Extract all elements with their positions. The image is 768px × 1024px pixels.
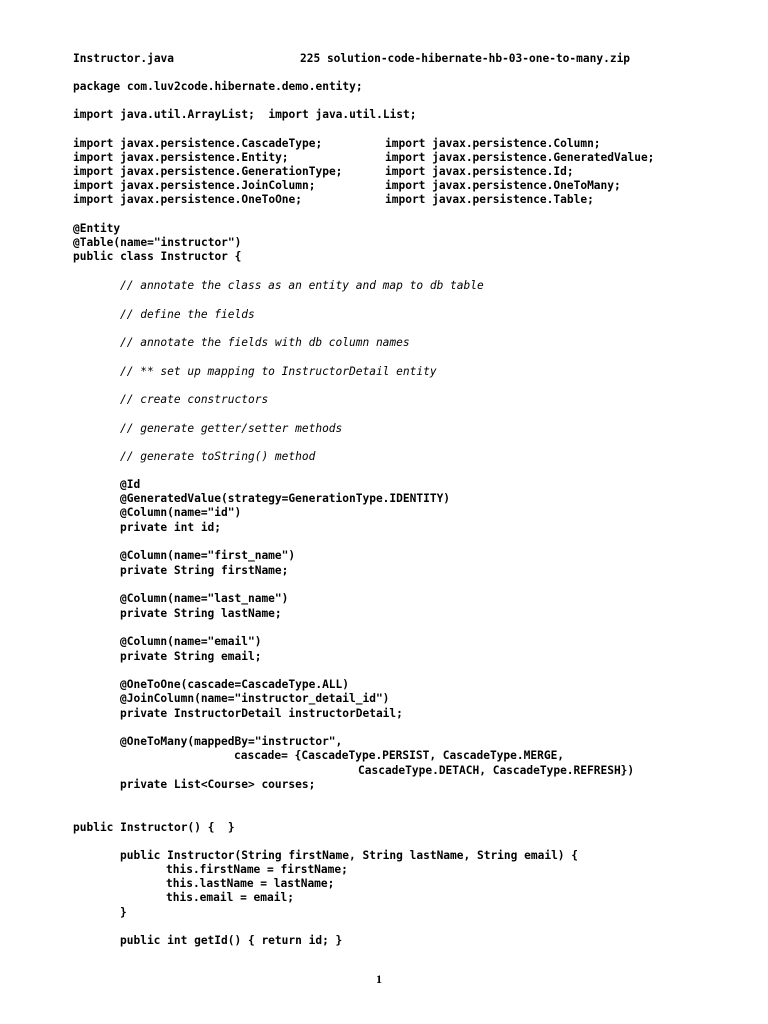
code-comment: // generate getter/setter methods: [120, 422, 343, 435]
code-line: @Id: [120, 478, 141, 491]
code-line: private String email;: [120, 650, 262, 663]
import-line: import javax.persistence.CascadeType; import javax.persistence.Column;: [73, 137, 601, 150]
code-comment: // annotate the class as an entity and map to db table: [120, 279, 484, 292]
code-line: @JoinColumn(name="instructor_detail_id"): [120, 692, 390, 705]
code-line: @Column(name="email"): [120, 635, 262, 648]
code-line: private String lastName;: [120, 607, 282, 620]
package-line: package com.luv2code.hibernate.demo.entity;: [73, 80, 363, 93]
code-line: }: [120, 906, 127, 919]
code-line: CascadeType.DETACH, CascadeType.REFRESH}): [358, 764, 635, 777]
code-line: @Column(name="last_name"): [120, 592, 289, 605]
code-line: private InstructorDetail instructorDetail;: [120, 707, 403, 720]
code-line: this.firstName = firstName;: [166, 863, 348, 876]
table-annotation: @Table(name="instructor"): [73, 236, 242, 249]
import-line: import javax.persistence.Entity; import javax.persistence.GeneratedValue;: [73, 151, 655, 164]
class-declaration: public class Instructor {: [73, 250, 242, 263]
import-util-line: import java.util.ArrayList; import java.util.List;: [73, 108, 417, 121]
import-line: import javax.persistence.GenerationType; import javax.persistence.Id;: [73, 165, 574, 178]
code-line: public Instructor(String firstName, String lastName, String email) {: [120, 849, 579, 862]
code-comment: // define the fields: [120, 308, 255, 321]
code-line: private int id;: [120, 521, 222, 534]
code-comment: // ** set up mapping to InstructorDetail entity: [120, 365, 437, 378]
code-comment: // create constructors: [120, 393, 269, 406]
entity-annotation: @Entity: [73, 222, 121, 235]
header-title: 225 solution-code-hibernate-hb-03-one-to-many.zip: [300, 52, 631, 65]
code-comment: // annotate the fields with db column names: [120, 336, 410, 349]
code-line: @GeneratedValue(strategy=GenerationType.IDENTITY): [120, 492, 451, 505]
code-line: this.lastName = lastName;: [166, 877, 335, 890]
code-line: public int getId() { return id; }: [120, 934, 343, 947]
code-line: @OneToMany(mappedBy="instructor",: [120, 735, 343, 748]
code-line: @OneToOne(cascade=CascadeType.ALL): [120, 678, 350, 691]
code-line: cascade= {CascadeType.PERSIST, CascadeType.MERGE,: [234, 749, 565, 762]
code-comment: // generate toString() method: [120, 450, 316, 463]
header-filename: Instructor.java: [73, 52, 175, 65]
code-line: @Column(name="id"): [120, 506, 242, 519]
code-line: private String firstName;: [120, 564, 289, 577]
default-constructor: public Instructor() { }: [73, 821, 235, 834]
code-line: private List<Course> courses;: [120, 778, 316, 791]
code-line: @Column(name="first_name"): [120, 549, 296, 562]
page-number: 1: [376, 972, 382, 986]
import-line: import javax.persistence.JoinColumn; import javax.persistence.OneToMany;: [73, 179, 621, 192]
code-line: this.email = email;: [166, 891, 294, 904]
import-line: import javax.persistence.OneToOne; import javax.persistence.Table;: [73, 193, 594, 206]
